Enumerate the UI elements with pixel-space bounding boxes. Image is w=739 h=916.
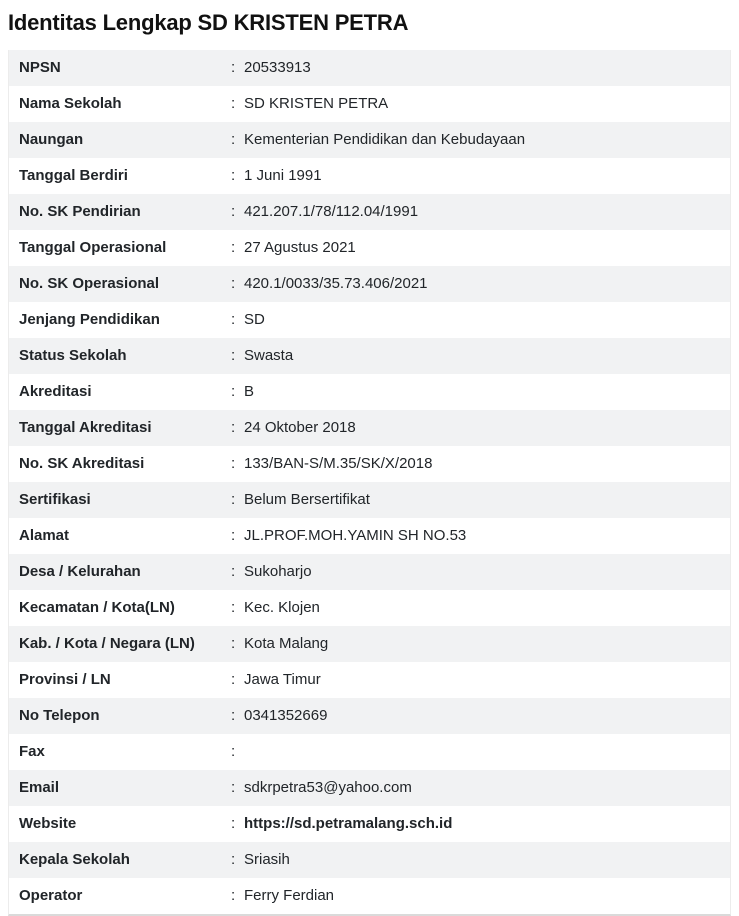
table-row	[9, 338, 730, 374]
field-label: Email	[19, 779, 60, 796]
field-value: Kec. Klojen	[244, 599, 320, 616]
school-identity-table	[8, 50, 731, 916]
field-value: JL.PROF.MOH.YAMIN SH NO.53	[244, 527, 467, 544]
table-row	[9, 122, 730, 158]
field-value: sdkrpetra53@yahoo.com	[244, 779, 412, 796]
field-label: No. SK Operasional	[19, 275, 160, 292]
field-value: SD	[244, 311, 265, 328]
field-label: Jenjang Pendidikan	[19, 311, 160, 328]
colon-separator: :	[231, 455, 236, 472]
table-row	[9, 590, 730, 626]
field-value: B	[244, 383, 255, 400]
field-value: 20533913	[244, 59, 311, 76]
table-row	[9, 662, 730, 698]
field-value: Belum Bersertifikat	[244, 491, 370, 508]
field-label: Provinsi / LN	[19, 671, 111, 688]
field-value: Sriasih	[244, 851, 290, 868]
field-value: 420.1/0033/35.73.406/2021	[244, 275, 428, 292]
table-row	[9, 842, 730, 878]
table-row	[9, 302, 730, 338]
field-label: Tanggal Berdiri	[19, 167, 128, 184]
table-row	[9, 50, 730, 86]
field-label: Alamat	[19, 527, 70, 544]
table-row	[9, 734, 730, 770]
colon-separator: :	[231, 815, 236, 832]
table-row	[9, 194, 730, 230]
field-value: Swasta	[244, 347, 294, 364]
table-row	[9, 698, 730, 734]
colon-separator: :	[231, 275, 236, 292]
table-row	[9, 266, 730, 302]
field-label: Tanggal Operasional	[19, 239, 167, 256]
field-label: Sertifikasi	[19, 491, 91, 508]
field-value: Kementerian Pendidikan dan Kebudayaan	[244, 131, 526, 148]
table-row	[9, 446, 730, 482]
field-label: Website	[19, 815, 77, 832]
field-value: Kota Malang	[244, 635, 329, 652]
field-value: Ferry Ferdian	[244, 887, 335, 904]
colon-separator: :	[231, 419, 236, 436]
colon-separator: :	[231, 347, 236, 364]
field-label: No. SK Pendirian	[19, 203, 141, 220]
field-value: 0341352669	[244, 707, 328, 724]
field-value: 27 Agustus 2021	[244, 239, 356, 256]
field-label: Nama Sekolah	[19, 95, 122, 112]
table-row	[9, 626, 730, 662]
table-row	[9, 770, 730, 806]
table-row	[9, 86, 730, 122]
field-label: Operator	[19, 887, 83, 904]
field-label: Tanggal Akreditasi	[19, 419, 152, 436]
field-label: Desa / Kelurahan	[19, 563, 141, 580]
table-row	[9, 518, 730, 554]
table-row	[9, 410, 730, 446]
colon-separator: :	[231, 167, 236, 184]
field-label: No Telepon	[19, 707, 100, 724]
colon-separator: :	[231, 707, 236, 724]
website-link[interactable]: https://sd.petramalang.sch.id	[244, 815, 453, 832]
field-label: Akreditasi	[19, 383, 92, 400]
field-value: Sukoharjo	[244, 563, 312, 580]
colon-separator: :	[231, 527, 236, 544]
colon-separator: :	[231, 95, 236, 112]
page-title: Identitas Lengkap SD KRISTEN PETRA	[8, 10, 409, 35]
table-row	[9, 158, 730, 194]
table-row	[9, 806, 730, 842]
colon-separator: :	[231, 203, 236, 220]
colon-separator: :	[231, 59, 236, 76]
field-label: Kepala Sekolah	[19, 851, 130, 868]
colon-separator: :	[231, 671, 236, 688]
colon-separator: :	[231, 491, 236, 508]
field-label: Naungan	[19, 131, 84, 148]
field-value: Jawa Timur	[244, 671, 321, 688]
table-row	[9, 230, 730, 266]
table-row	[9, 554, 730, 590]
table-row	[9, 482, 730, 518]
field-label: Kecamatan / Kota(LN)	[19, 599, 175, 616]
field-value: 421.207.1/78/112.04/1991	[244, 203, 419, 220]
table-row	[9, 374, 730, 410]
colon-separator: :	[231, 779, 236, 796]
field-value: 1 Juni 1991	[244, 167, 322, 184]
field-label: Kab. / Kota / Negara (LN)	[19, 635, 195, 652]
field-label: NPSN	[19, 59, 61, 76]
field-value: 24 Oktober 2018	[244, 419, 356, 436]
colon-separator: :	[231, 851, 236, 868]
colon-separator: :	[231, 599, 236, 616]
colon-separator: :	[231, 239, 236, 256]
colon-separator: :	[231, 311, 236, 328]
colon-separator: :	[231, 383, 236, 400]
field-label: No. SK Akreditasi	[19, 455, 145, 472]
table-row	[9, 878, 730, 914]
colon-separator: :	[231, 887, 236, 904]
field-label: Fax	[19, 743, 45, 760]
field-value: 133/BAN-S/M.35/SK/X/2018	[244, 455, 433, 472]
field-value: SD KRISTEN PETRA	[244, 95, 389, 112]
field-label: Status Sekolah	[19, 347, 127, 364]
colon-separator: :	[231, 563, 236, 580]
colon-separator: :	[231, 131, 236, 148]
colon-separator: :	[231, 635, 236, 652]
colon-separator: :	[231, 743, 236, 760]
